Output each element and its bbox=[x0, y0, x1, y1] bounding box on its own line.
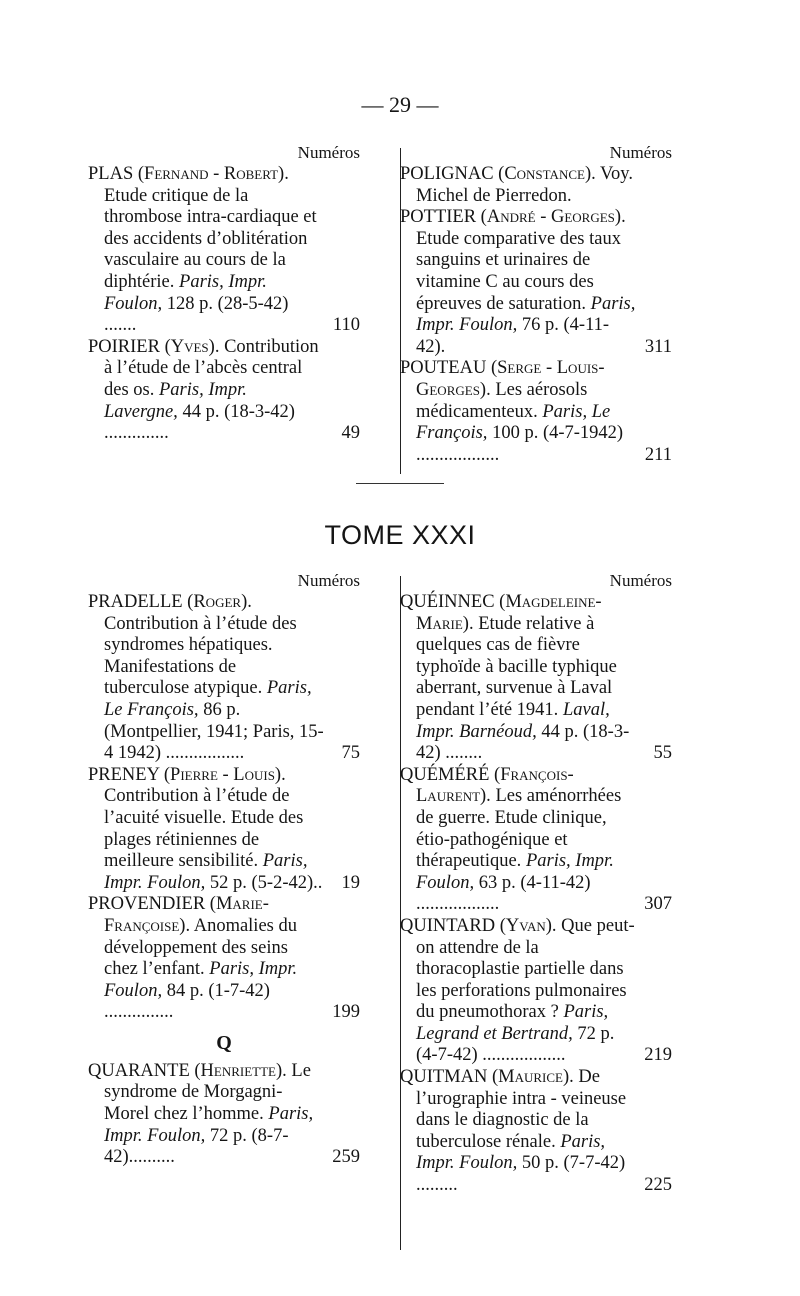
entry-publisher: Laval, Impr. Barnéoud, bbox=[416, 699, 610, 742]
entry-title: Anomalies du développement des seins chez l’enfant. bbox=[104, 915, 297, 980]
entry-author: POUTEAU (Serge - Louis-Georges). bbox=[400, 358, 605, 400]
entry-author: POTTIER (André - Georges). bbox=[400, 207, 626, 228]
index-entry bbox=[88, 592, 360, 765]
entry-publisher: Paris, Impr. Foulon, bbox=[104, 1104, 314, 1146]
index-entry bbox=[88, 1061, 360, 1169]
entry-details: 76 p. (4-11-42). bbox=[416, 315, 610, 357]
index-entry bbox=[400, 1067, 672, 1197]
index-entry bbox=[88, 337, 360, 445]
entry-details: 86 p. (Montpellier, 1941; Paris, 15-4 1942) ................. bbox=[104, 699, 324, 764]
index-entry bbox=[88, 894, 360, 1024]
entry-publisher: Paris, Impr. Foulon, bbox=[104, 271, 267, 314]
entry-details: 72 p. (8-7-42).......... bbox=[104, 1125, 289, 1168]
entry-author: POLIGNAC (Constance). bbox=[400, 164, 596, 184]
entry-number: 259 bbox=[332, 1147, 360, 1168]
entry-number: 110 bbox=[332, 315, 360, 336]
column-header: Numéros bbox=[297, 571, 360, 590]
entry-details: 128 p. (28-5-42) ....... bbox=[104, 293, 289, 336]
section-previous-tome bbox=[88, 142, 712, 465]
entry-title: Etude critique de la thrombose intra-cardiaque et des accidents d’oblitération vasculaire au cours de la diphtérie. bbox=[104, 185, 317, 292]
entry-number: 219 bbox=[644, 1045, 672, 1066]
entry-details: 52 p. (5-2-42).. bbox=[209, 872, 323, 893]
entry-publisher: Paris, Impr. Lavergne, bbox=[104, 379, 247, 422]
index-entry bbox=[400, 765, 672, 916]
entry-details: 44 p. (18-3-42) .............. bbox=[104, 401, 295, 444]
entry-title: Contribution à l’étude de l’acuité visuelle. Etude des plages rétiniennes de meilleure sensibilité. bbox=[104, 786, 304, 872]
entry-number: 199 bbox=[332, 1002, 360, 1023]
entry-number: 225 bbox=[644, 1175, 672, 1196]
entry-details: 63 p. (4-11-42) .................. bbox=[416, 872, 591, 915]
section-tome-xxxi bbox=[88, 570, 712, 1250]
entry-number: 211 bbox=[644, 444, 672, 465]
right-column bbox=[400, 570, 672, 1197]
entry-title: Etude relative à quelques cas de fièvre typhoïde à bacille typhique aberrant, survenue à Laval pendant l’été 1941. bbox=[416, 613, 617, 720]
entry-title: Voy. Michel de Pierredon. bbox=[416, 164, 633, 206]
entry-title: Les aérosols médicamenteux. bbox=[416, 379, 588, 422]
entry-number: 55 bbox=[653, 743, 672, 764]
right-column bbox=[400, 142, 672, 466]
entry-number: 75 bbox=[341, 743, 360, 764]
entry-author: POIRIER (Yves). bbox=[88, 336, 220, 357]
entry-author: QUÉINNEC (Magdeleine-Marie). bbox=[400, 592, 602, 634]
index-entry bbox=[88, 765, 360, 895]
entry-title: Contribution à l’étude des syndromes hépatiques. Manifestations de tuberculose atypique. bbox=[104, 613, 297, 699]
entry-details: 100 p. (4-7-1942) .................. bbox=[416, 423, 624, 465]
entry-title: Que peut-on attendre de la thoracoplastie partielle dans les perforations pulmonaires du pneumothorax ? bbox=[416, 915, 635, 1023]
entry-title: Contribution à l’étude de l’abcès central des os. bbox=[104, 336, 319, 400]
index-entry bbox=[88, 164, 360, 337]
entry-details: 44 p. (18-3-42) ........ bbox=[416, 721, 630, 764]
entry-publisher: Paris, Impr. Foulon, bbox=[104, 959, 298, 1001]
entry-details: 72 p. (4-7-42) .................. bbox=[416, 1023, 615, 1066]
entry-author: PRADELLE (Roger). bbox=[88, 592, 252, 612]
entry-number: 311 bbox=[644, 336, 672, 357]
entry-number: 19 bbox=[341, 872, 360, 893]
entry-author: QUARANTE (Henriette). bbox=[88, 1060, 287, 1081]
page-number: — 29 — bbox=[361, 92, 439, 117]
entry-number: 49 bbox=[341, 423, 360, 444]
index-entry bbox=[400, 207, 672, 358]
column-header: Numéros bbox=[609, 143, 672, 162]
column-header: Numéros bbox=[609, 571, 672, 590]
entry-author: PROVENDIER (Marie-Françoise). bbox=[88, 894, 269, 936]
left-column bbox=[88, 142, 360, 445]
entry-details: 50 p. (7-7-42) ......... bbox=[416, 1153, 626, 1196]
index-entry bbox=[400, 358, 672, 466]
entry-author: QUINTARD (Yvan). bbox=[400, 915, 557, 936]
entry-publisher: Paris, Impr. Foulon, bbox=[416, 293, 636, 336]
entry-publisher: Paris, Impr. Foulon, bbox=[416, 1131, 606, 1174]
tome-title: TOME XXXI bbox=[324, 520, 476, 550]
entry-author: QUÉMÉRÉ (François-Laurent). bbox=[400, 764, 574, 807]
entry-author: QUITMAN (Maurice). bbox=[400, 1067, 574, 1088]
column-header: Numéros bbox=[297, 143, 360, 162]
entry-author: PLAS (Fernand - Robert). bbox=[88, 164, 289, 184]
section-rule bbox=[356, 483, 444, 484]
index-entry bbox=[400, 916, 672, 1067]
entry-author: PRENEY (Pierre - Louis). bbox=[88, 764, 286, 785]
entry-number: 307 bbox=[644, 894, 672, 915]
entry-title: Etude comparative des taux sanguins et urinaires de vitamine C au cours des épreuves de saturation. bbox=[416, 228, 621, 314]
entry-title: Les aménorrhées de guerre. Etude clinique, étio-pathogénique et thérapeutique. bbox=[416, 786, 622, 872]
entry-publisher: Paris, Impr. Foulon, bbox=[416, 851, 614, 893]
entry-publisher: Paris, Impr. Foulon, bbox=[104, 851, 308, 893]
entry-details: 84 p. (1-7-42) ............... bbox=[104, 980, 270, 1023]
entry-title: Le syndrome de Morgagni-Morel chez l’homme. bbox=[104, 1060, 311, 1125]
letter-heading: Q bbox=[216, 1031, 232, 1054]
index-entry bbox=[400, 164, 672, 207]
index-entry bbox=[400, 592, 672, 765]
entry-publisher: Paris, Le François, bbox=[416, 401, 611, 444]
entry-title: De l’urographie intra - veineuse dans le diagnostic de la tuberculose rénale. bbox=[416, 1067, 627, 1152]
left-column bbox=[88, 570, 360, 1169]
entry-publisher: Paris, Le François, bbox=[104, 678, 312, 720]
entry-publisher: Paris, Legrand et Bertrand, bbox=[416, 1002, 609, 1044]
